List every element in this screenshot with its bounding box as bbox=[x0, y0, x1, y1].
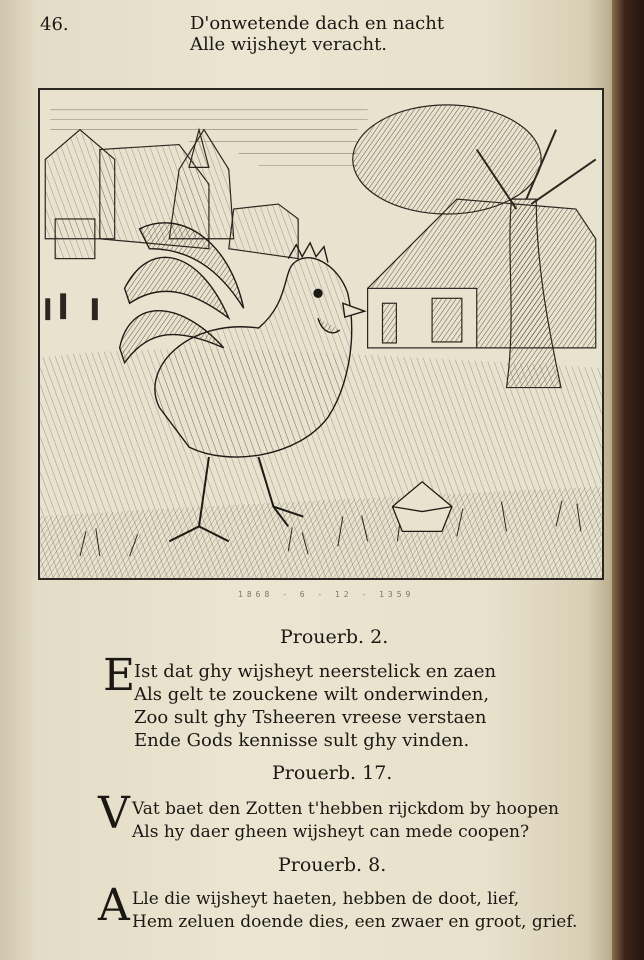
engraving-rooster-with-gem bbox=[40, 90, 602, 578]
header-line-1: D'onwetende dach en nacht bbox=[190, 13, 445, 34]
proverb-8-heading: Prouerb. 8. bbox=[278, 854, 387, 876]
proverb-17-line-1: Vat baet den Zotten t'hebben rijckdom by hoopen bbox=[132, 799, 560, 819]
proverb-8-dropcap: A bbox=[98, 880, 130, 931]
proverb-2-line-4: Ende Gods kennisse sult ghy vinden. bbox=[134, 730, 470, 751]
proverb-2-heading: Prouerb. 2. bbox=[280, 626, 389, 648]
proverb-8-line-1: Lle die wijsheyt haeten, hebben de doot, lief, bbox=[132, 889, 520, 909]
book-spine-gutter bbox=[612, 0, 644, 960]
proverb-17-dropcap: V bbox=[98, 788, 130, 839]
header-line-2: Alle wijsheyt veracht. bbox=[190, 34, 388, 55]
page-header bbox=[190, 13, 490, 55]
page-number: 46. bbox=[40, 14, 69, 35]
proverb-2-line-3: Zoo sult ghy Tsheeren vreese verstaen bbox=[134, 707, 487, 728]
engraving-plate bbox=[38, 88, 604, 580]
proverb-8-line-2: Hem zeluen doende dies, een zwaer en groot, grief. bbox=[132, 912, 578, 932]
proverb-2-dropcap: E bbox=[103, 650, 136, 701]
proverb-17-line-2: Als hy daer gheen wijsheyt can mede coopen? bbox=[132, 822, 530, 842]
proverb-2-line-2: Als gelt te zouckene wilt onderwinden, bbox=[134, 684, 490, 705]
proverb-17-heading: Prouerb. 17. bbox=[272, 762, 393, 784]
museum-registration-mark: 1868 - 6 - 12 - 1359 bbox=[238, 590, 415, 599]
proverb-2-line-1: Ist dat ghy wijsheyt neerstelick en zaen bbox=[134, 661, 497, 682]
